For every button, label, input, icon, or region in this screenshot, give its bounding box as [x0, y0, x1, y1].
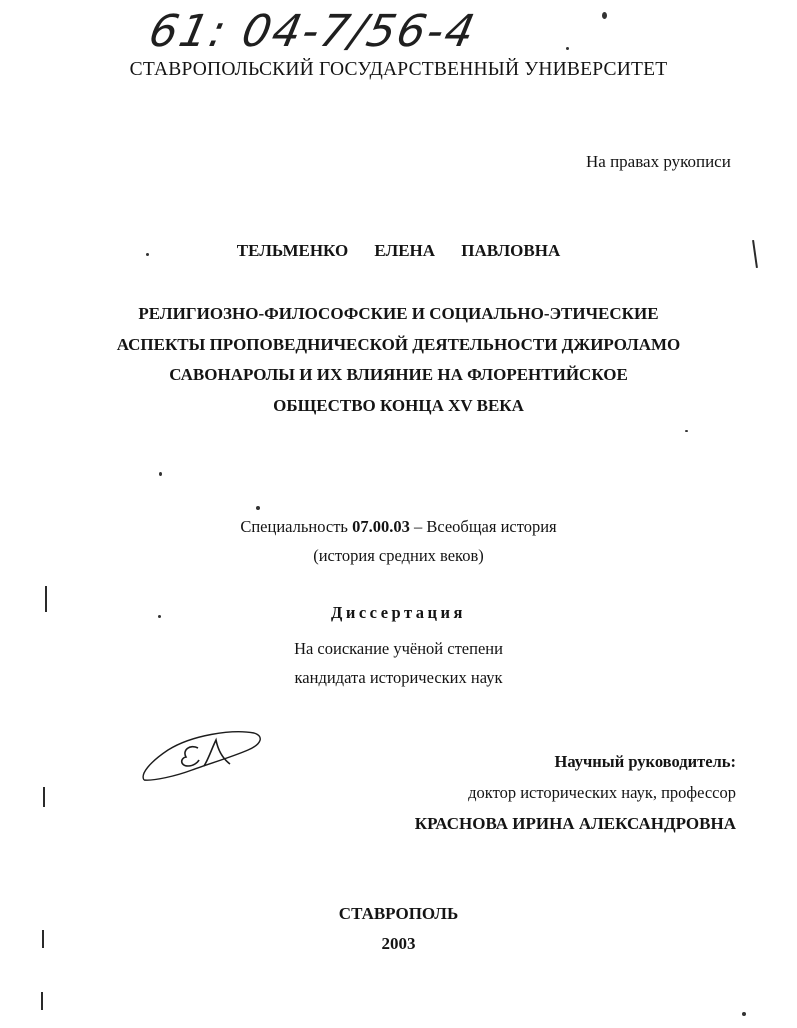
- university-name: СТАВРОПОЛЬСКИЙ ГОСУДАРСТВЕННЫЙ УНИВЕРСИТЕТ: [129, 59, 668, 80]
- scan-speck: [566, 47, 569, 50]
- scan-margin-mark: [42, 930, 44, 948]
- supervisor-degree: доктор исторических наук, профессор: [468, 783, 736, 802]
- scan-margin-mark: [43, 787, 45, 807]
- dissertation-title: [0, 299, 797, 421]
- degree-block: [0, 634, 797, 692]
- degree-line-2: кандидата исторических наук: [294, 668, 503, 687]
- specialty-prefix: Специальность: [240, 517, 353, 536]
- author-name: ТЕЛЬМЕНКО ЕЛЕНА ПАВЛОВНА: [236, 241, 561, 260]
- scan-speck: [685, 430, 688, 432]
- specialty-block: [0, 512, 797, 570]
- scan-speck: [146, 253, 149, 256]
- scan-margin-mark: [45, 586, 47, 612]
- title-line-4: ОБЩЕСТВО КОНЦА XV ВЕКА: [273, 395, 524, 415]
- handwritten-archive-number: 61: 04-7/56-4: [144, 6, 481, 57]
- year: 2003: [381, 934, 416, 953]
- scan-speck: [158, 615, 161, 618]
- scan-speck: [256, 506, 260, 510]
- supervisor-name: КРАСНОВА ИРИНА АЛЕКСАНДРОВНА: [414, 814, 736, 833]
- handwritten-signature: [136, 726, 268, 788]
- specialty-line: [0, 512, 797, 541]
- dissertation-heading: Диссертация: [331, 603, 466, 622]
- city: СТАВРОПОЛЬ: [338, 904, 459, 923]
- scan-speck: [159, 472, 162, 476]
- title-line-3: САВОНАРОЛЫ И ИХ ВЛИЯНИЕ НА ФЛОРЕНТИЙСКОЕ: [169, 365, 628, 384]
- specialty-code: 07.00.03: [352, 517, 410, 536]
- manuscript-rights-note: На правах рукописи: [586, 152, 731, 171]
- title-line-1: РЕЛИГИОЗНО-ФИЛОСОФСКИЕ И СОЦИАЛЬНО-ЭТИЧЕСКИЕ: [138, 304, 659, 323]
- specialty-field: – Всеобщая история: [409, 517, 557, 536]
- supervisor-heading: Научный руководитель:: [554, 752, 736, 771]
- title-line-2: АСПЕКТЫ ПРОПОВЕДНИЧЕСКОЙ ДЕЯТЕЛЬНОСТИ ДЖИРОЛАМО: [116, 334, 681, 354]
- degree-line-1: На соискание учёной степени: [294, 639, 503, 658]
- scan-speck: [602, 12, 607, 19]
- scan-speck: [742, 1012, 746, 1016]
- specialty-subfield: (история средних веков): [313, 546, 484, 565]
- scan-margin-mark: [41, 992, 43, 1010]
